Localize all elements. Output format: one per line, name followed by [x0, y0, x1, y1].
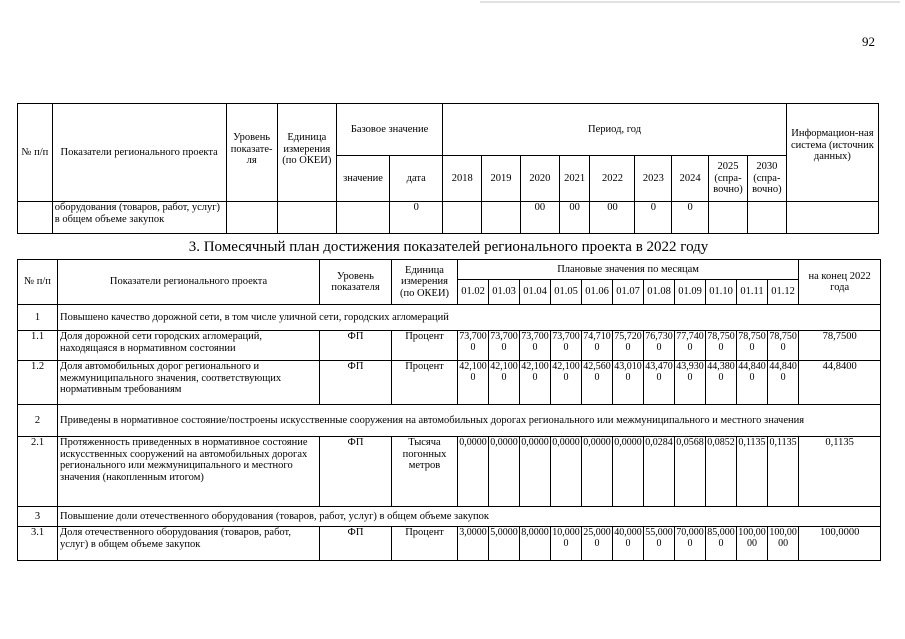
section-text: Приведены в нормативное состояние/построены искусственные сооружения на автомобильных дорогах регионального или межмуниципального и местного значения	[58, 405, 881, 437]
year-header: 2023	[635, 156, 672, 202]
col-monthly-header: Плановые значения по месяцам	[458, 260, 799, 280]
row-end-value: 78,7500	[799, 331, 881, 361]
row-indicator: Доля отечественного оборудования (товаров, работ, услуг) в общем объеме закупок	[58, 527, 320, 561]
indicators-table	[17, 103, 879, 234]
row-unit	[277, 202, 336, 234]
row-unit: Процент	[392, 331, 458, 361]
month-header: 01.09	[675, 280, 706, 305]
year-cell: 00	[590, 202, 635, 234]
row-indicator: Доля дорожной сети городских агломераций, находящаяся в нормативном состоянии	[58, 331, 320, 361]
year-cell	[443, 202, 482, 234]
year-cell: 00	[520, 202, 559, 234]
row-value	[336, 202, 389, 234]
month-value: 10,0000	[551, 527, 582, 561]
section-row	[18, 305, 881, 331]
row-info	[786, 202, 878, 234]
row-num: 3	[18, 507, 58, 527]
month-value: 100,0000	[768, 527, 799, 561]
col-unit-header: Единица измерения (по ОКЕИ)	[392, 260, 458, 305]
col-level-header: Уровень показателя	[320, 260, 392, 305]
row-num: 1	[18, 305, 58, 331]
month-value: 73,7000	[551, 331, 582, 361]
row-num: 2.1	[18, 437, 58, 507]
month-value: 25,0000	[582, 527, 613, 561]
row-unit: Процент	[392, 361, 458, 405]
month-value: 76,7300	[644, 331, 675, 361]
month-value: 77,7400	[675, 331, 706, 361]
row-level: ФП	[320, 361, 392, 405]
month-header: 01.06	[582, 280, 613, 305]
year-cell	[747, 202, 786, 234]
col-num-header: № п/п	[18, 104, 53, 202]
year-header: 2021	[559, 156, 590, 202]
col-period-header: Период, год	[443, 104, 787, 156]
row-num: 2	[18, 405, 58, 437]
month-value: 44,8400	[768, 361, 799, 405]
row-end-value: 44,8400	[799, 361, 881, 405]
month-value: 73,7000	[520, 331, 551, 361]
row-num: 1.2	[18, 361, 58, 405]
month-value: 44,8400	[737, 361, 768, 405]
month-header: 01.03	[489, 280, 520, 305]
year-header: 2022	[590, 156, 635, 202]
table-row	[18, 527, 881, 561]
section-row	[18, 405, 881, 437]
row-unit: Тысяча погонных метров	[392, 437, 458, 507]
year-header: 2018	[443, 156, 482, 202]
month-value: 3,0000	[458, 527, 489, 561]
col-end-header: на конец 2022 года	[799, 260, 881, 305]
col-value-header: значение	[336, 156, 389, 202]
section-row	[18, 507, 881, 527]
col-level-header: Уровень показате-ля	[226, 104, 277, 202]
month-value: 0,0568	[675, 437, 706, 507]
month-value: 73,7000	[458, 331, 489, 361]
table-row	[18, 361, 881, 405]
page-number: 92	[862, 34, 875, 49]
month-value: 0,0000	[551, 437, 582, 507]
row-level: ФП	[320, 527, 392, 561]
month-value: 8,0000	[520, 527, 551, 561]
month-value: 74,7100	[582, 331, 613, 361]
col-indicator-header: Показатели регионального проекта	[52, 104, 226, 202]
month-value: 0,0000	[582, 437, 613, 507]
month-value: 43,9300	[675, 361, 706, 405]
month-header: 01.04	[520, 280, 551, 305]
month-value: 0,1135	[768, 437, 799, 507]
scan-artifact-line	[480, 1, 900, 3]
row-level	[226, 202, 277, 234]
month-header: 01.10	[706, 280, 737, 305]
month-header: 01.02	[458, 280, 489, 305]
year-cell: 00	[559, 202, 590, 234]
month-value: 100,0000	[737, 527, 768, 561]
month-header: 01.07	[613, 280, 644, 305]
year-header: 2020	[520, 156, 559, 202]
col-base-header: Базовое значение	[336, 104, 442, 156]
row-date: 0	[390, 202, 443, 234]
month-value: 43,4700	[644, 361, 675, 405]
month-value: 44,3800	[706, 361, 737, 405]
month-header: 01.12	[768, 280, 799, 305]
col-date-header: дата	[390, 156, 443, 202]
month-value: 40,0000	[613, 527, 644, 561]
month-value: 42,5600	[582, 361, 613, 405]
row-level: ФП	[320, 331, 392, 361]
year-cell	[482, 202, 521, 234]
month-value: 78,7500	[706, 331, 737, 361]
month-value: 78,7500	[768, 331, 799, 361]
year-header: 2025 (спра-вочно)	[709, 156, 748, 202]
col-unit-header: Единица измерения (по ОКЕИ)	[277, 104, 336, 202]
month-value: 5,0000	[489, 527, 520, 561]
month-value: 85,0000	[706, 527, 737, 561]
month-header: 01.11	[737, 280, 768, 305]
col-indicator-header: Показатели регионального проекта	[58, 260, 320, 305]
section-text: Повышено качество дорожной сети, в том числе уличной сети, городских агломераций	[58, 305, 881, 331]
year-header: 2019	[482, 156, 521, 202]
row-level: ФП	[320, 437, 392, 507]
month-value: 42,1000	[551, 361, 582, 405]
month-value: 0,0852	[706, 437, 737, 507]
row-indicator: оборудования (товаров, работ, услуг) в общем объеме закупок	[52, 202, 226, 234]
year-cell	[709, 202, 748, 234]
month-value: 75,7200	[613, 331, 644, 361]
section-text: Повышение доли отечественного оборудования (товаров, работ, услуг) в общем объеме закупок	[58, 507, 881, 527]
month-value: 0,0000	[613, 437, 644, 507]
row-indicator: Протяженность приведенных в нормативное состояние искусственных сооружений на автомобильных дорогах регионального или межмуниципального и местного значения (накопленным итогом)	[58, 437, 320, 507]
month-value: 0,0000	[489, 437, 520, 507]
col-num-header: № п/п	[18, 260, 58, 305]
table-row	[18, 331, 881, 361]
col-info-header: Информацион-ная система (источник данных)	[786, 104, 878, 202]
row-end-value: 0,1135	[799, 437, 881, 507]
row-num: 1.1	[18, 331, 58, 361]
month-value: 55,0000	[644, 527, 675, 561]
row-num	[18, 202, 53, 234]
year-cell: 0	[635, 202, 672, 234]
month-value: 43,0100	[613, 361, 644, 405]
section-title: 3. Помесячный план достижения показателей регионального проекта в 2022 году	[188, 239, 709, 255]
table-row	[18, 202, 879, 234]
year-header: 2030 (спра-вочно)	[747, 156, 786, 202]
month-value: 0,0000	[458, 437, 489, 507]
month-value: 0,0000	[520, 437, 551, 507]
year-cell: 0	[672, 202, 709, 234]
monthly-plan-table	[17, 259, 881, 561]
month-value: 0,1135	[737, 437, 768, 507]
row-unit: Процент	[392, 527, 458, 561]
month-value: 42,1000	[458, 361, 489, 405]
month-value: 70,0000	[675, 527, 706, 561]
row-indicator: Доля автомобильных дорог регионального и межмуниципального значения, соответствующих нормативным требованиям	[58, 361, 320, 405]
row-num: 3.1	[18, 527, 58, 561]
month-header: 01.08	[644, 280, 675, 305]
month-value: 42,1000	[520, 361, 551, 405]
table-row	[18, 437, 881, 507]
year-header: 2024	[672, 156, 709, 202]
month-value: 0,0284	[644, 437, 675, 507]
month-value: 78,7500	[737, 331, 768, 361]
month-value: 42,1000	[489, 361, 520, 405]
month-header: 01.05	[551, 280, 582, 305]
month-value: 73,7000	[489, 331, 520, 361]
row-end-value: 100,0000	[799, 527, 881, 561]
